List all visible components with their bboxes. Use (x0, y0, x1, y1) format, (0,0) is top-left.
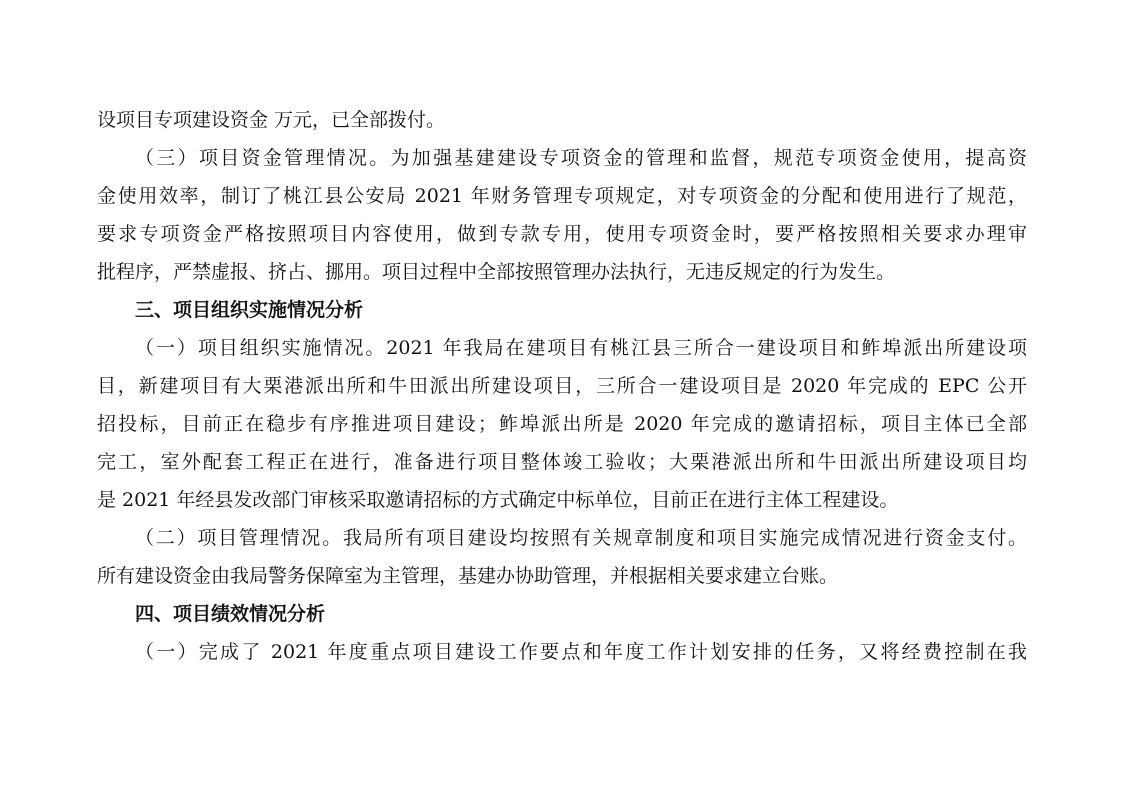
paragraph-line: 所有建设资金由我局警务保障室为主管理，基建办协助管理，并根据相关要求建立台账。 (97, 565, 839, 587)
paragraph-line: 要求专项资金严格按照项目内容使用，做到专款专用，使用专项资金时，要严格按照相关要求办理审 (97, 223, 1027, 245)
section-heading: 四、项目绩效情况分析 (135, 603, 326, 625)
paragraph-line: 设项目专项建设资金 万元，已全部拨付。 (97, 109, 446, 131)
paragraph-line: 金使用效率，制订了桃江县公安局 2021 年财务管理专项规定，对专项资金的分配和使用进行了规范， (97, 185, 1027, 207)
paragraph-line: 目，新建项目有大栗港派出所和牛田派出所建设项目，三所合一建设项目是 2020 年完成的 EPC 公开 (97, 375, 1027, 397)
paragraph-line: 批程序，严禁虚报、挤占、挪用。项目过程中全部按照管理办法执行，无违反规定的行为发生。 (97, 261, 896, 283)
paragraph-line: 是 2021 年经县发改部门审核采取邀请招标的方式确定中标单位，目前正在进行主体工程建设。 (97, 489, 899, 511)
paragraph-line: （二）项目管理情况。我局所有项目建设均按照有关规章制度和项目实施完成情况进行资金支付。 (135, 527, 1027, 549)
paragraph-line: （三）项目资金管理情况。为加强基建建设专项资金的管理和监督，规范专项资金使用，提高资 (135, 147, 1027, 169)
paragraph-line: 完工，室外配套工程正在进行，准备进行项目整体竣工验收；大栗港派出所和牛田派出所建设项目均 (97, 451, 1027, 473)
paragraph-line: （一）完成了 2021 年度重点项目建设工作要点和年度工作计划安排的任务，又将经费控制在我 (135, 641, 1027, 663)
paragraph-line: 招投标，目前正在稳步有序推进项目建设；鲊埠派出所是 2020 年完成的邀请招标，项目主体已全部 (97, 413, 1027, 435)
paragraph-line: （一）项目组织实施情况。2021 年我局在建项目有桃江县三所合一建设项目和鲊埠派出所建设项 (135, 337, 1027, 359)
section-heading: 三、项目组织实施情况分析 (135, 299, 364, 321)
